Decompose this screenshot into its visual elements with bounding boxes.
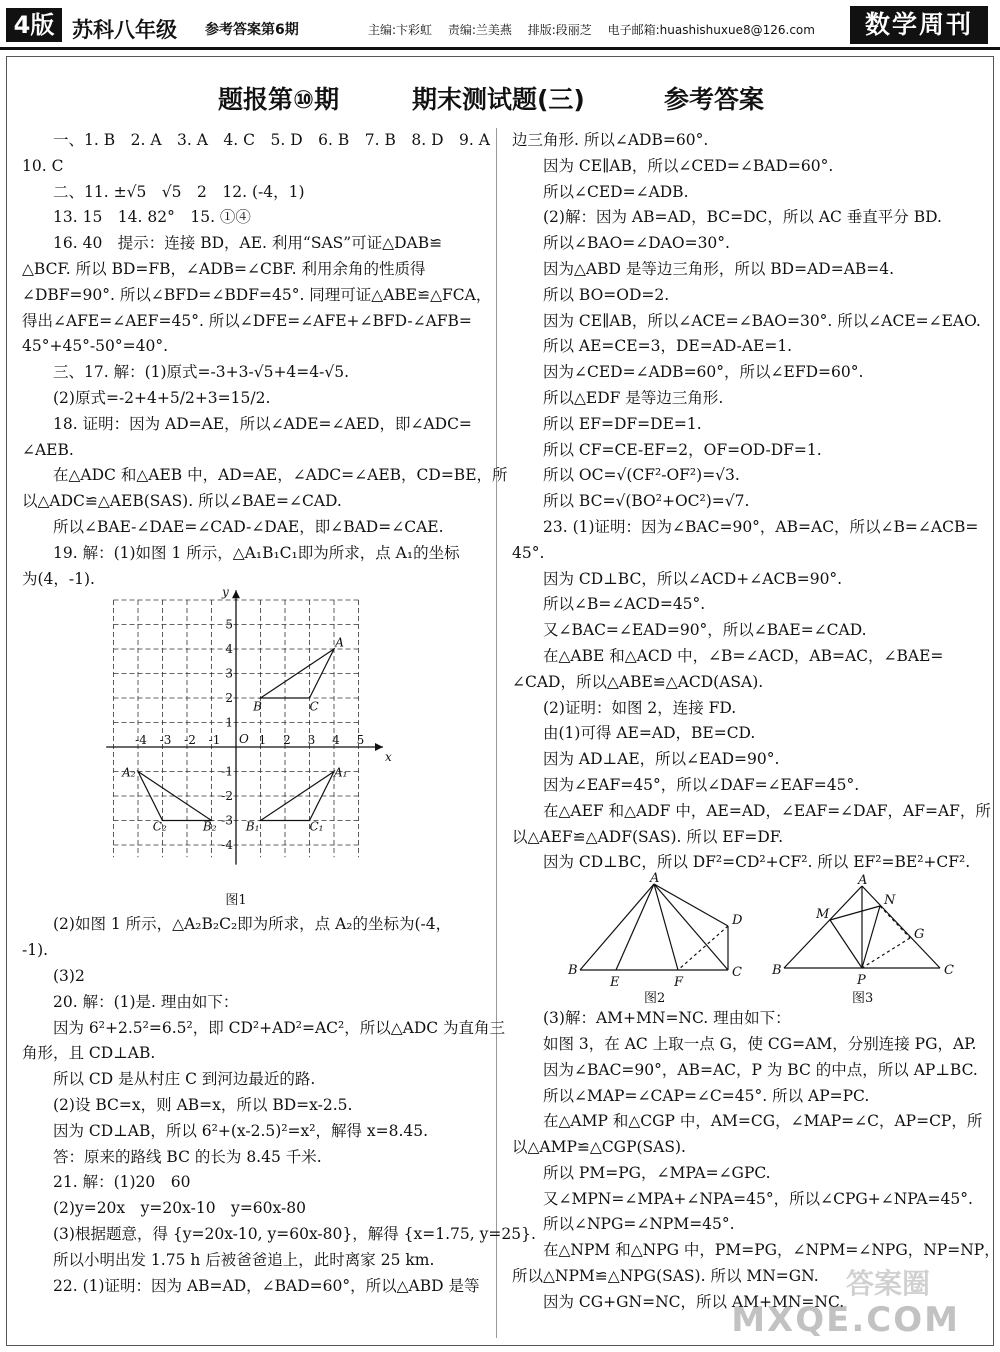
- fig3-label-p: P: [857, 973, 866, 989]
- fig3-label-b: B: [772, 963, 782, 979]
- text-line: 一、1. B 2. A 3. A 4. C 5. D 6. B 7. B 8. D 9. A: [53, 131, 490, 149]
- text-line: 所以∠MAP=∠CAP=∠C=45°. 所以 AP=PC.: [543, 1086, 870, 1105]
- layout-editor: 排版:段丽芝: [527, 23, 592, 37]
- text-line: 因为 CD⊥AB，所以 6²+(x-2.5)²=x²，解得 x=8.45.: [53, 1121, 429, 1140]
- text-line: 45°+45°-50°=40°.: [22, 337, 169, 356]
- text-line: 答：原来的路线 BC 的长为 8.45 千米.: [53, 1147, 322, 1166]
- y-tick-label: -4: [221, 838, 233, 853]
- x-tick-label: -1: [208, 733, 221, 748]
- point-label-c1: C₁: [309, 819, 324, 834]
- fig3-label-c: C: [944, 963, 954, 979]
- text-line: 22. (1)证明：因为 AB=AD，∠BAD=60°，所以△ABD 是等: [53, 1276, 480, 1295]
- fig2-line-ac: [654, 884, 728, 970]
- title-answers: 参考答案: [664, 85, 765, 114]
- origin-label: O: [239, 732, 249, 747]
- y-tick-label: -2: [221, 789, 233, 804]
- x-tick-label: 4: [332, 733, 340, 748]
- watermark-top: 答案圈: [845, 1267, 930, 1300]
- responsible-editor: 责编:兰美燕: [447, 23, 512, 37]
- text-line: 所以∠B=∠ACD=45°.: [543, 595, 706, 614]
- fig3-line-mn: [830, 906, 880, 920]
- right-column: [512, 128, 1000, 1316]
- text-line: 因为 CD⊥BC，所以 DF²=CD²+CF². 所以 EF²=BE²+CF².: [543, 853, 971, 872]
- page-header: [0, 0, 1000, 50]
- text-line: ∠DBF=90°. 所以∠BFD=∠BDF=45°. 同理可证△ABE≌△FCA，: [22, 285, 492, 304]
- point-label-a: A: [335, 635, 344, 650]
- fig3-label-a: A: [858, 873, 868, 889]
- text-line: 因为 CE∥AB，所以∠ACE=∠BAO=30°. 所以∠ACE=∠EAO.: [543, 311, 981, 330]
- text-line: (2)y=20x y=20x-10 y=60x-80: [53, 1199, 306, 1218]
- fig2-line-ad: [654, 884, 728, 926]
- coordinate-grid-figure: [22, 585, 484, 912]
- fig3-line-ab: [784, 886, 862, 968]
- text-line: 所以 OC=√(CF²-OF²)=√3.: [543, 466, 740, 485]
- y-tick-label: 4: [225, 642, 233, 657]
- title-issue: 题报第⑩期: [218, 85, 340, 114]
- text-line: 角形，且 CD⊥AB.: [22, 1044, 156, 1063]
- fig2-line-ae: [616, 884, 654, 970]
- title-test: 期末测试题(三): [412, 85, 585, 114]
- text-line: 所以 AE=CE=3，DE=AD-AE=1.: [543, 337, 793, 356]
- x-axis-arrow: [375, 743, 383, 751]
- text-line: (3)解：AM+MN=NC. 理由如下：: [543, 1009, 791, 1028]
- fig2-line-ab: [580, 884, 654, 970]
- text-line: 在△ABE 和△ACD 中，∠B=∠ACD，AB=AC，∠BAE=: [543, 646, 944, 665]
- watermark: MXQE.COM: [731, 1300, 960, 1340]
- point-label-c: C: [309, 699, 319, 714]
- chief-editor: 主编:卞彩虹: [368, 23, 433, 37]
- fig3-caption: 图3: [852, 991, 874, 1007]
- text-line: 所以小明出发 1.75 h 后被爸爸追上，此时离家 25 km.: [53, 1250, 435, 1269]
- text-line: (2)解：因为 AB=AD，BC=DC，所以 AC 垂直平分 BD.: [543, 208, 942, 227]
- text-line: 三、17. 解：(1)原式=-3+3-√5+4=4-√5.: [53, 363, 350, 382]
- editor-credits: [368, 21, 827, 38]
- fig2-label-e: E: [610, 975, 620, 991]
- text-line: 边三角形. 所以∠ADB=60°.: [512, 131, 709, 149]
- x-tick-label: -3: [159, 733, 172, 748]
- figures-2-3: [512, 871, 976, 1007]
- text-line: 所以 EF=DF=DE=1.: [543, 414, 702, 433]
- text-line: △BCF. 所以 BD=FB，∠ADB=∠CBF. 利用余角的性质得: [22, 259, 426, 278]
- x-tick-label: 3: [307, 733, 316, 748]
- text-line: 如图 3，在 AC 上取一点 G，使 CG=AM，分别连接 PG，AP.: [543, 1034, 977, 1053]
- text-line: 所以△NPM≌△NPG(SAS). 所以 MN=GN.: [512, 1267, 819, 1286]
- text-line: 因为 CE∥AB，所以∠CED=∠BAD=60°.: [543, 156, 834, 175]
- page-title: [0, 80, 1000, 116]
- text-line: 所以∠BAO=∠DAO=30°.: [543, 234, 730, 253]
- text-line: 由(1)可得 AE=AD，BE=CD.: [543, 724, 756, 743]
- text-line: 19. 解：(1)如图 1 所示，△A₁B₁C₁即为所求，点 A₁的坐标: [53, 543, 460, 562]
- fig3-line-ng: [880, 906, 910, 938]
- text-line: 所以 BO=OD=2.: [543, 285, 670, 304]
- text-line: 又∠BAC=∠EAD=90°，所以∠BAE=∠CAD.: [543, 621, 867, 640]
- fig2-line-df: [678, 926, 728, 970]
- figure-2: [580, 884, 728, 970]
- column-divider: [496, 128, 497, 1338]
- text-line: 所以 BC=√(BO²+OC²)=√7.: [543, 492, 750, 511]
- point-label-b1: B₁: [245, 819, 260, 834]
- text-line: 得出∠AFE=∠AEF=45°. 所以∠DFE=∠AFE+∠BFD-∠AFB=: [22, 311, 472, 330]
- text-line: ∠AEB.: [22, 440, 74, 459]
- fig2-caption: 图2: [644, 991, 666, 1007]
- text-line: 为(4，-1).: [22, 569, 95, 588]
- x-axis-label: x: [385, 750, 392, 765]
- text-line: 21. 解：(1)20 60: [53, 1173, 191, 1192]
- brand-logo: 数学周刊: [850, 6, 988, 44]
- text-line: 20. 解：(1)是. 理由如下：: [53, 992, 239, 1011]
- text-line: 因为 6²+2.5²=6.5²，即 CD²+AD²=AC²，所以△ADC 为直角三: [53, 1018, 506, 1037]
- x-tick-label: 2: [283, 733, 291, 748]
- text-line: (2)如图 1 所示，△A₂B₂C₂即为所求，点 A₂的坐标为(-4，: [53, 915, 452, 934]
- text-line: 因为 CD⊥BC，所以∠ACD+∠ACB=90°.: [543, 569, 843, 588]
- issue-label: 参考答案第6期: [205, 22, 299, 38]
- text-line: 45°.: [512, 543, 545, 562]
- point-label-b2: B₂: [202, 819, 217, 834]
- y-tick-label: 3: [225, 666, 233, 681]
- text-line: 在△AEF 和△ADF 中，AE=AD，∠EAF=∠DAF，AF=AF，所: [543, 801, 991, 820]
- triangle-figures: [512, 871, 976, 1007]
- y-tick-label: 2: [225, 691, 233, 706]
- text-line: (3)2: [53, 966, 85, 985]
- text-line: 二、11. ±√5 √5 2 12. (-4，1): [53, 182, 305, 201]
- text-line: 又∠MPN=∠MPA+∠NPA=45°，所以∠CPG+∠NPA=45°.: [543, 1189, 973, 1208]
- text-line: 所以 CD 是从村庄 C 到河边最近的路.: [53, 1070, 316, 1089]
- fig3-label-m: M: [816, 907, 830, 923]
- text-line: 所以△EDF 是等边三角形.: [543, 388, 724, 407]
- text-line: 13. 15 14. 82° 15. ①④: [53, 208, 251, 227]
- y-tick-label: -1: [221, 764, 233, 779]
- x-tick-label: 1: [258, 733, 267, 748]
- text-line: 在△NPM 和△NPG 中，PM=PG，∠NPM=∠NPG，NP=NP，: [543, 1241, 1000, 1260]
- text-line: 所以∠CED=∠ADB.: [543, 182, 689, 201]
- text-line: -1).: [22, 941, 49, 960]
- text-line: 因为∠CED=∠ADB=60°，所以∠EFD=60°.: [543, 363, 864, 382]
- figure-1: [22, 585, 484, 912]
- grade-label: 苏科八年级: [72, 18, 177, 42]
- left-column: [22, 128, 536, 1299]
- text-line: 以△ADC≌△AEB(SAS). 所以∠BAE=∠CAD.: [22, 492, 342, 511]
- text-line: (2)证明：如图 2，连接 FD.: [543, 698, 737, 717]
- text-line: 所以 CF=CE-EF=2，OF=OD-DF=1.: [543, 440, 822, 459]
- fig2-label-a: A: [650, 871, 660, 887]
- fig3-label-g: G: [914, 927, 925, 943]
- point-label-a1: A₁: [334, 765, 348, 780]
- text-line: ∠CAD，所以△ABE≌△ACD(ASA).: [512, 672, 764, 691]
- text-line: 因为∠BAC=90°，AB=AC，P 为 BC 的中点，所以 AP⊥BC.: [543, 1060, 978, 1079]
- fig2-label-c: C: [732, 965, 742, 981]
- text-line: (2)设 BC=x，则 AB=x，所以 BD=x-2.5.: [53, 1095, 353, 1114]
- x-tick-label: -2: [184, 733, 196, 748]
- y-axis-arrow: [232, 591, 240, 599]
- y-tick-label: 5: [225, 617, 233, 632]
- text-line: 以△AMP≌△CGP(SAS).: [512, 1138, 686, 1157]
- text-line: 10. C: [22, 156, 64, 175]
- text-line: (2)原式=-2+4+5/2+3=15/2.: [53, 388, 271, 407]
- y-axis-label: y: [222, 585, 229, 600]
- text-line: 23. (1)证明：因为∠BAC=90°，AB=AC，所以∠B=∠ACB=: [543, 517, 979, 536]
- text-line: 因为 AD⊥AE，所以∠EAD=90°.: [543, 750, 780, 769]
- text-line: 18. 证明：因为 AD=AE，所以∠ADE=∠AED，即∠ADC=: [53, 414, 472, 433]
- text-line: 所以∠BAE-∠DAE=∠CAD-∠DAE，即∠BAD=∠CAE.: [53, 517, 444, 536]
- text-line: 16. 40 提示：连接 BD，AE. 利用“SAS”可证△DAB≌: [53, 234, 443, 253]
- fig2-label-b: B: [568, 963, 578, 979]
- fig2-label-f: F: [674, 975, 684, 991]
- point-label-a2: A₂: [122, 765, 136, 780]
- email: 电子邮箱:huashishuxue8@126.com: [607, 23, 815, 37]
- figure-1-caption: 图1: [225, 893, 247, 909]
- fig2-label-d: D: [732, 913, 743, 929]
- y-tick-label: 1: [225, 715, 233, 730]
- fig3-line-mp: [830, 920, 862, 968]
- x-tick-label: -4: [135, 733, 147, 748]
- x-tick-label: 5: [356, 733, 365, 748]
- text-line: 以△AEF≌△ADF(SAS). 所以 EF=DF.: [512, 827, 784, 846]
- fig3-label-n: N: [884, 893, 896, 909]
- point-label-b: B: [253, 699, 262, 714]
- text-line: 所以∠NPG=∠NPM=45°.: [543, 1215, 735, 1234]
- text-line: 因为 CG+GN=NC，所以 AM+MN=NC.: [543, 1292, 845, 1311]
- text-line: 因为△ABD 是等边三角形，所以 BD=AD=AB=4.: [543, 259, 895, 278]
- text-line: 在△ADC 和△AEB 中，AD=AE，∠ADC=∠AEB，CD=BE，所: [53, 466, 508, 485]
- point-label-c2: C₂: [152, 819, 167, 834]
- text-line: (3)根据题意，得 {y=20x-10, y=60x-80}，解得 {x=1.75, y=25}.: [53, 1224, 536, 1243]
- fig2-line-af: [654, 884, 678, 970]
- text-line: 因为∠EAF=45°，所以∠DAF=∠EAF=45°.: [543, 775, 860, 794]
- edition-badge: 4版: [6, 8, 62, 42]
- y-tick-label: -3: [221, 813, 233, 828]
- text-line: 在△AMP 和△CGP 中，AM=CG，∠MAP=∠C，AP=CP，所: [543, 1112, 983, 1131]
- text-line: 所以 PM=PG，∠MPA=∠GPC.: [543, 1163, 771, 1182]
